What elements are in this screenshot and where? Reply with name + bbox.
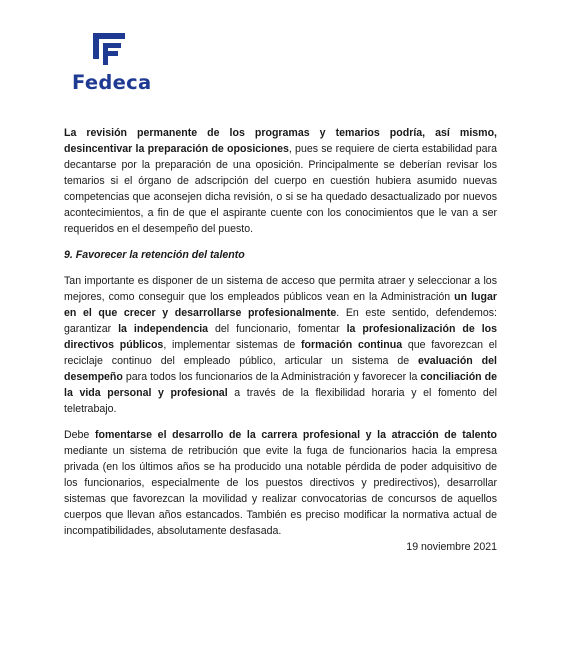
bold-text: La revisión permanente de los programas y temarios podría, así mismo, desincentivar la preparación de oposiciones bbox=[64, 127, 497, 155]
paragraph-text: Debe bbox=[64, 429, 95, 441]
paragraph-text: , implementar sistemas de bbox=[163, 339, 302, 351]
section-heading: 9. Favorecer la retención del talento bbox=[64, 249, 245, 261]
paragraph-text: , pues se requiere de cierta estabilidad para decantarse por la preparación de una oposición. Principalmente se deberían revisar los temarios si el órgano de adscripción del cuerpo en cuestión hubiera asumido nuevas competencias que aconsejen dicha revisión, o si se ha quedado desactualizado por nuevos acontecimientos, a fin de que el aspirante cuente con los conocimientos que le van a ser requeridos en el desempeño del puesto. bbox=[64, 143, 497, 235]
bold-text: la profesionalización de los directivos públicos bbox=[64, 323, 497, 351]
bold-text: la independencia bbox=[118, 323, 209, 335]
document-body bbox=[64, 125, 497, 549]
paragraph-text: Tan importante es disponer de un sistema de acceso que permita atraer y seleccionar a los mejores, como conseguir que los empleados públicos vean en la Administración bbox=[64, 275, 497, 303]
paragraph-text: del funcionario, fomentar bbox=[208, 323, 347, 335]
fedeca-logo bbox=[72, 31, 152, 97]
paragraph-text: a través de la flexibilidad horaria y el fomento del teletrabajo. bbox=[64, 387, 497, 415]
bold-text: fomentarse el desarrollo de la carrera profesional y la atracción de talento bbox=[94, 429, 497, 441]
paragraph-text: . En este sentido, defendemos: garantizar bbox=[64, 307, 497, 335]
bold-text: conciliación de la vida personal y profesional bbox=[64, 371, 498, 399]
paragraph-carrera-profesional bbox=[64, 427, 497, 539]
bold-text: un lugar en el que crecer y desarrollarse profesionalmente bbox=[64, 291, 497, 319]
paragraph-revision-programas bbox=[64, 125, 497, 237]
logo-wordmark: Fedeca bbox=[72, 71, 152, 94]
paragraph-retencion-talento bbox=[64, 273, 497, 417]
paragraph-text: para todos los funcionarios de la Administración y favorecer la bbox=[122, 371, 421, 383]
document-date: 19 noviembre 2021 bbox=[406, 541, 497, 553]
bold-text: formación continua bbox=[301, 339, 403, 351]
paragraph-text: que favorezcan el reciclaje continuo del empleado público, articular un sistema de bbox=[64, 339, 497, 367]
bold-text: evaluación del desempeño bbox=[64, 355, 497, 383]
fedeca-logo-mark-icon bbox=[91, 31, 127, 67]
paragraph-text: mediante un sistema de retribución que evite la fuga de funcionarios hacia la empresa privada (en los últimos años se ha producido una notable pérdida de poder adquisitivo de los funcionarios, especialmente de los puestos directivos y predirectivos), desarrollar sistemas que favorezcan la movilidad y realizar convocatorias de concursos de aquellos cuerpos que llevan años estancados. También es preciso modificar la normativa actual de incompatibilidades, absolutamente desfasada. bbox=[64, 445, 497, 537]
